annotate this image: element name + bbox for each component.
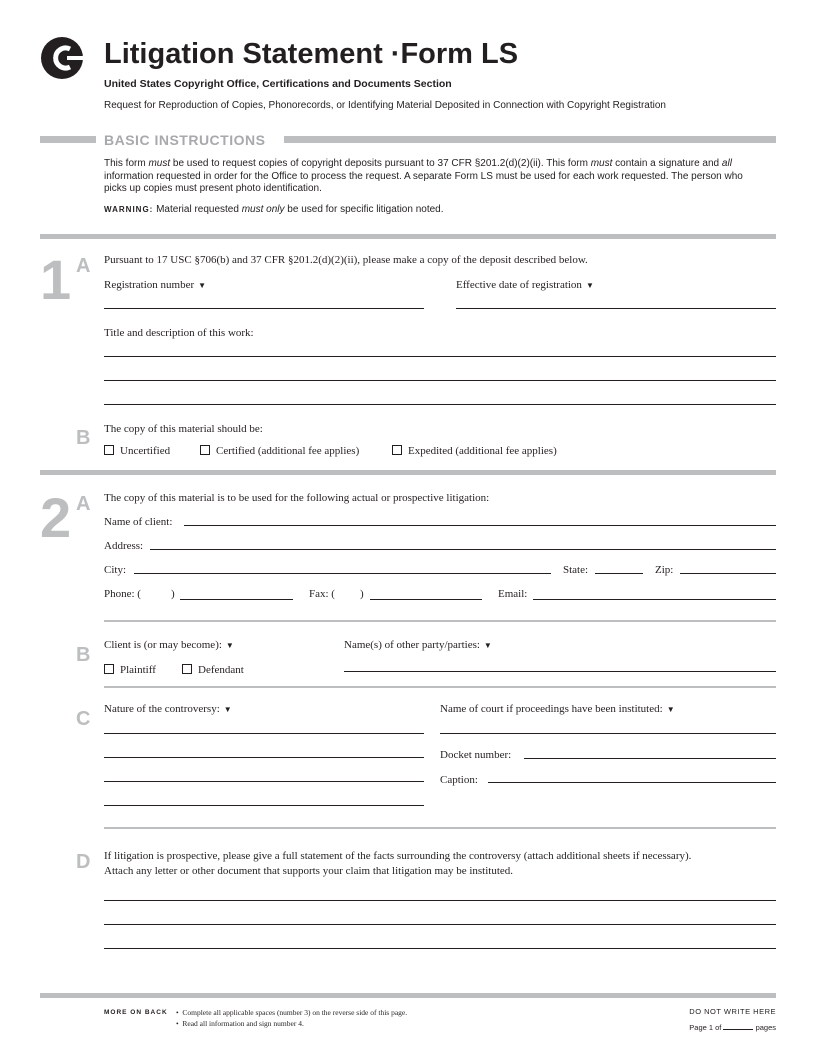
section-1a-letter: A <box>76 255 91 277</box>
phone-paren: ) <box>171 588 175 600</box>
d-text-1: If litigation is prospective, please give a full statement of the facts surrounding the controversy (attach additional sheets if necessary). <box>104 850 692 862</box>
docket-label: Docket number: <box>440 749 512 761</box>
section-1-bar <box>40 234 776 239</box>
instructions-heading: BASIC INSTRUCTIONS <box>104 132 266 148</box>
instr-must-2: must <box>590 158 613 169</box>
section-2a-letter: A <box>76 493 91 515</box>
phone-field[interactable] <box>180 599 293 600</box>
section-1-number: 1 <box>40 248 72 311</box>
option-expedited-label: Expedited (additional fee applies) <box>408 445 557 457</box>
city-field[interactable] <box>134 573 551 574</box>
triangle-down-icon: ▼ <box>223 705 232 714</box>
divider-2d <box>104 827 776 829</box>
footer-bullets <box>176 1007 407 1029</box>
option-uncertified[interactable] <box>104 445 170 457</box>
triangle-down-icon: ▼ <box>666 705 675 714</box>
triangle-down-icon: ▼ <box>483 641 492 650</box>
warning-label: WARNING: <box>104 205 154 214</box>
instr-must: must <box>148 158 171 169</box>
d-text-2: Attach any letter or other document that supports your claim that litigation may be instituted. <box>104 865 514 877</box>
name-of-client-field[interactable] <box>184 525 776 526</box>
checkbox-icon[interactable] <box>104 664 114 674</box>
triangle-down-icon: ▼ <box>585 281 594 290</box>
state-field[interactable] <box>595 573 643 574</box>
effective-date-label <box>456 280 594 291</box>
warning-line <box>104 204 444 215</box>
title-description-line-1[interactable] <box>104 356 776 357</box>
divider-2c <box>104 686 776 688</box>
page-count-field[interactable] <box>723 1029 753 1030</box>
registration-number-label <box>104 280 206 291</box>
option-defendant[interactable] <box>182 664 244 676</box>
option-plaintiff-label: Plaintiff <box>120 664 156 676</box>
page-count <box>689 1023 776 1032</box>
footer-bar <box>40 993 776 998</box>
footer-bullet-2: • Read all information and sign number 4. <box>176 1019 304 1028</box>
instructions-paragraph <box>104 158 764 196</box>
checkbox-icon[interactable] <box>200 445 210 455</box>
page-label: Page 1 of <box>689 1023 722 1032</box>
footer-bullet-1: • Complete all applicable spaces (number 3) on the reverse side of this page. <box>176 1008 408 1017</box>
instructions-bar-right <box>284 136 776 143</box>
more-on-back: MORE ON BACK <box>104 1009 168 1016</box>
do-not-write-here: DO NOT WRITE HERE <box>689 1007 776 1016</box>
triangle-down-icon: ▼ <box>225 641 234 650</box>
triangle-down-icon: ▼ <box>198 281 207 290</box>
instr-part-4: information requested in order for the Office to process the request. A separate Form LS must be used for each work requested. The person who picks up copies must present photo identification. <box>104 170 743 194</box>
instr-part-1: This form <box>104 158 149 169</box>
fax-paren: ) <box>360 588 364 600</box>
checkbox-icon[interactable] <box>182 664 192 674</box>
warning-part-1: Material requested <box>153 204 242 215</box>
client-is-label <box>104 640 234 651</box>
instr-part-3: contain a signature and <box>612 158 722 169</box>
d-line-3[interactable] <box>104 948 776 949</box>
section-2b-letter: B <box>76 644 91 666</box>
nature-label <box>104 704 232 715</box>
option-certified[interactable] <box>200 445 359 457</box>
phone-label: Phone: ( <box>104 588 141 600</box>
page-title <box>104 40 518 69</box>
other-parties-field[interactable] <box>344 671 776 672</box>
copy-should-be-label: The copy of this material should be: <box>104 423 263 435</box>
page-subtitle: Request for Reproduction of Copies, Phonorecords, or Identifying Material Deposited in Connection with Copyright Registration <box>104 100 666 111</box>
city-label: City: <box>104 564 127 576</box>
title-description-line-2[interactable] <box>104 380 776 381</box>
client-is-text: Client is (or may become): <box>104 639 222 651</box>
checkbox-icon[interactable] <box>392 445 402 455</box>
title-dot: · <box>390 38 401 70</box>
registration-number-text: Registration number <box>104 279 195 291</box>
other-parties-text: Name(s) of other party/parties: <box>344 639 480 651</box>
section-2-bar <box>40 470 776 475</box>
email-field[interactable] <box>533 599 776 600</box>
instr-all: all <box>721 158 732 169</box>
instr-part-2: be used to request copies of copyright deposits pursuant to 37 CFR §201.2(d)(2)(ii). This form <box>170 158 591 169</box>
zip-field[interactable] <box>680 573 776 574</box>
copyright-office-logo <box>40 36 86 80</box>
checkbox-icon[interactable] <box>104 445 114 455</box>
divider-2b <box>104 620 776 622</box>
title-description-label: Title and description of this work: <box>104 327 254 339</box>
zip-label: Zip: <box>655 564 674 576</box>
court-name-text: Name of court if proceedings have been instituted: <box>440 703 663 715</box>
title-text: Litigation Statement <box>104 38 383 70</box>
section-2-number: 2 <box>40 486 72 549</box>
fax-field[interactable] <box>370 599 482 600</box>
state-label: State: <box>563 564 589 576</box>
section-2d-letter: D <box>76 851 91 873</box>
warning-em: must only <box>241 204 285 215</box>
instructions-bar-left <box>40 136 96 143</box>
footer-bullet-2-text: Read all information and sign number 4. <box>182 1019 304 1028</box>
address-field[interactable] <box>150 549 776 550</box>
nature-line-3[interactable] <box>104 781 424 782</box>
d-line-2[interactable] <box>104 924 776 925</box>
registration-number-field[interactable] <box>104 308 424 309</box>
office-name: United States Copyright Office, Certifications and Documents Section <box>104 78 452 90</box>
title-description-line-3[interactable] <box>104 404 776 405</box>
nature-line-2[interactable] <box>104 757 424 758</box>
caption-field[interactable] <box>488 782 776 783</box>
effective-date-text: Effective date of registration <box>456 279 582 291</box>
nature-line-1[interactable] <box>104 733 424 734</box>
option-uncertified-label: Uncertified <box>120 445 171 457</box>
court-name-field[interactable] <box>440 733 776 734</box>
fax-label: Fax: ( <box>309 588 335 600</box>
email-label: Email: <box>498 588 528 600</box>
section-1-intro: Pursuant to 17 USC §706(b) and 37 CFR §201.2(d)(2)(ii), please make a copy of the deposit described below. <box>104 254 588 266</box>
nature-line-4[interactable] <box>104 805 424 806</box>
section-2-intro: The copy of this material is to be used for the following actual or prospective litigation: <box>104 492 490 504</box>
docket-field[interactable] <box>524 758 776 759</box>
d-line-1[interactable] <box>104 900 776 901</box>
section-1b-letter: B <box>76 427 91 449</box>
warning-part-2: be used for specific litigation noted. <box>284 204 444 215</box>
option-expedited[interactable] <box>392 445 557 457</box>
court-name-label <box>440 704 675 715</box>
address-label: Address: <box>104 540 144 552</box>
option-plaintiff[interactable] <box>104 664 156 676</box>
option-defendant-label: Defendant <box>198 664 244 676</box>
effective-date-field[interactable] <box>456 308 776 309</box>
form-name: Form LS <box>400 38 519 70</box>
footer-bullet-1-text: Complete all applicable spaces (number 3) on the reverse side of this page. <box>182 1008 408 1017</box>
caption-label: Caption: <box>440 774 478 786</box>
pages-label: pages <box>755 1023 776 1032</box>
name-of-client-label: Name of client: <box>104 516 173 528</box>
option-certified-label: Certified (additional fee applies) <box>216 445 360 457</box>
other-parties-label <box>344 640 492 651</box>
nature-text: Nature of the controversy: <box>104 703 220 715</box>
section-2c-letter: C <box>76 708 91 730</box>
